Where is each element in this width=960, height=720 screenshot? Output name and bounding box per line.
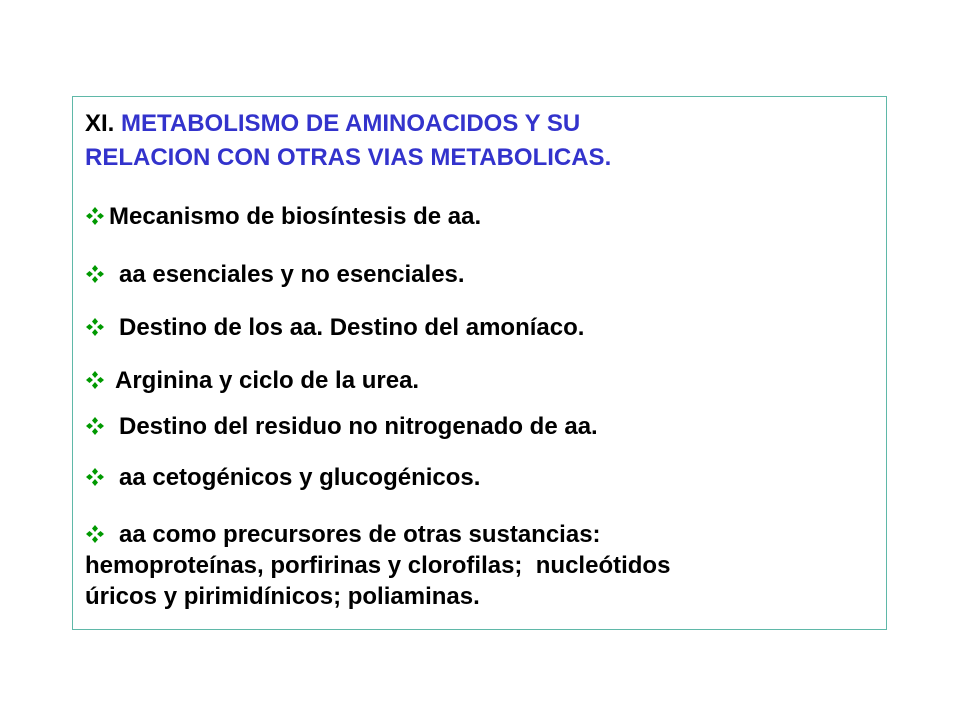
diamond-bullet-icon — [85, 370, 105, 390]
diamond-bullet-icon — [85, 524, 105, 544]
title-line-1: METABOLISMO DE AMINOACIDOS Y SU — [121, 110, 581, 137]
bullet-item-5 — [85, 411, 598, 442]
slide-content-box — [72, 96, 887, 630]
bullet-item-4 — [85, 365, 419, 396]
bullet-item-7-line-3: úricos y pirimidínicos; poliaminas. — [85, 583, 480, 610]
bullet-item-5-text: Destino del residuo no nitrogenado de aa. — [119, 413, 598, 440]
slide-title — [85, 107, 611, 175]
bullet-item-7 — [85, 519, 885, 612]
bullet-item-6-text: aa cetogénicos y glucogénicos. — [119, 464, 481, 491]
bullet-item-3-text: Destino de los aa. Destino del amoníaco. — [119, 314, 585, 341]
diamond-bullet-icon — [85, 264, 105, 284]
diamond-bullet-icon — [85, 206, 105, 226]
diamond-bullet-icon — [85, 467, 105, 487]
bullet-item-3 — [85, 312, 584, 343]
title-prefix: XI. — [85, 110, 115, 137]
bullet-item-6 — [85, 462, 480, 493]
diamond-bullet-icon — [85, 416, 105, 436]
title-line-2: RELACION CON OTRAS VIAS METABOLICAS. — [85, 144, 612, 171]
bullet-item-2-text: aa esenciales y no esenciales. — [119, 261, 465, 288]
diamond-bullet-icon — [85, 317, 105, 337]
bullet-item-1-text: Mecanismo de biosíntesis de aa. — [109, 203, 482, 230]
bullet-item-4-text: Arginina y ciclo de la urea. — [115, 367, 420, 394]
bullet-item-1 — [85, 201, 481, 232]
bullet-item-7-line-2: hemoproteínas, porfirinas y clorofilas; nucleótidos — [85, 552, 671, 579]
bullet-item-2 — [85, 259, 465, 290]
bullet-item-7-line-1: aa como precursores de otras sustancias: — [119, 521, 601, 548]
